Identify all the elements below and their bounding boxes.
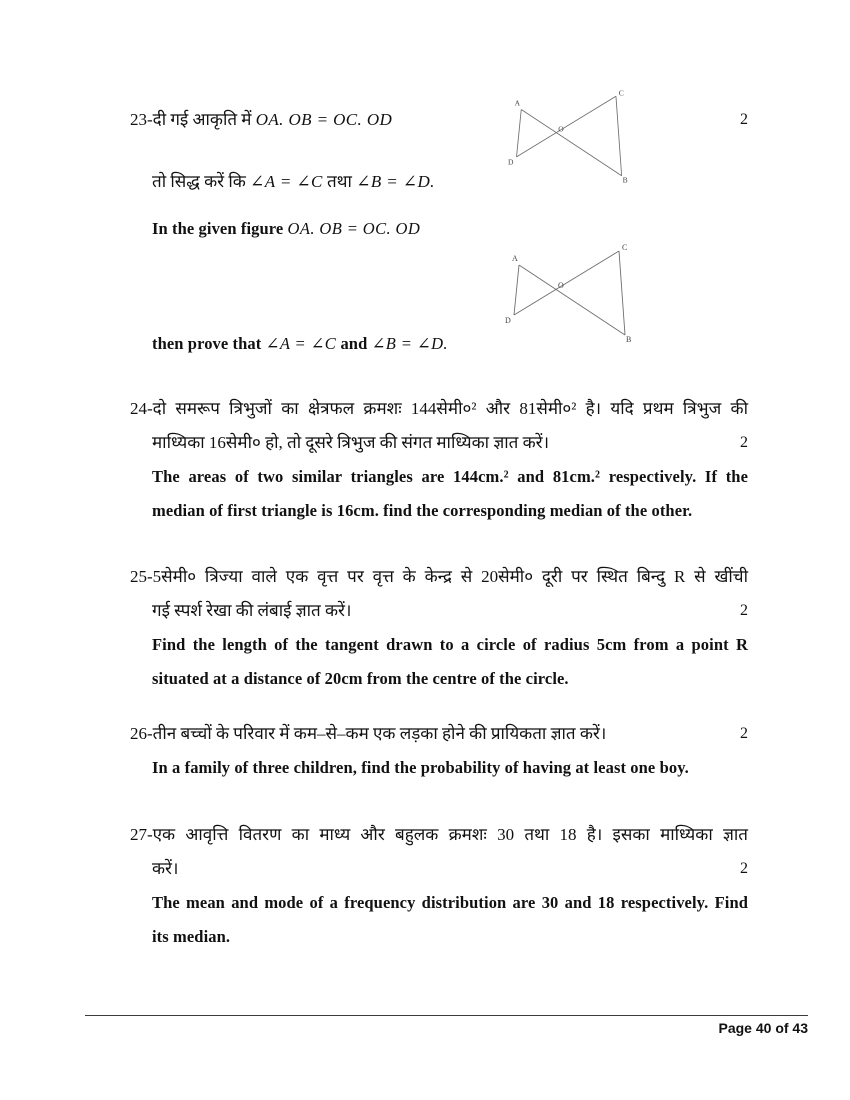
q25-english-line1: Find the length of the tangent drawn to a circle of radius 5cm from a point R bbox=[152, 635, 748, 654]
figure2-label-c: C bbox=[622, 243, 628, 252]
figure1-label-a: A bbox=[514, 98, 521, 108]
q23-prove-hindi-mid: तथा bbox=[322, 172, 357, 191]
q23-prove-english bbox=[130, 327, 748, 361]
question-26 bbox=[130, 717, 748, 785]
q23-stem-hindi bbox=[130, 103, 748, 137]
q24-hindi-line1: 24-दो समरूप त्रिभुजों का क्षेत्रफल क्रमशः 144सेमी०² और 81सेमी०² है। यदि प्रथम त्रिभुज की bbox=[130, 399, 748, 418]
q24-english-line1: The areas of two similar triangles are 144cm.² and 81cm.² respectively. If the bbox=[152, 467, 748, 486]
q23-stem-hindi-text: 23-दी गई आकृति में bbox=[130, 110, 256, 129]
geometry-figure-1 bbox=[508, 87, 633, 185]
footer-divider bbox=[85, 1015, 808, 1016]
q27-hindi-line2 bbox=[130, 852, 748, 886]
q23-stem-math: OA. OB = OC. OD bbox=[255, 110, 393, 129]
q23-prove-english-text: then prove that bbox=[152, 334, 266, 353]
q27-english-line2: its median. bbox=[152, 927, 231, 946]
q23-stem-english-text: In the given figure bbox=[152, 219, 288, 238]
q25-marks: 2 bbox=[740, 602, 748, 619]
q26-english-line1: In a family of three children, find the probability of having at least one boy. bbox=[152, 758, 689, 777]
q23-stem-english-math: OA. OB = OC. OD bbox=[287, 219, 421, 238]
question-23 bbox=[130, 88, 748, 361]
figure1-label-b: B bbox=[622, 175, 628, 185]
q24-hindi-line2 bbox=[130, 426, 748, 460]
figure2-label-d: D bbox=[505, 316, 511, 325]
figure1-label-o: O bbox=[558, 124, 564, 134]
q26-hindi-line1-text: 26-तीन बच्चों के परिवार में कम–से–कम एक लड़का होने की प्रायिकता ज्ञात करें। bbox=[130, 724, 607, 743]
q23-stem-english bbox=[130, 212, 748, 246]
figure1-label-c: C bbox=[618, 88, 624, 98]
q23-prove-english-mid: and bbox=[336, 334, 372, 353]
q25-english-line2: situated at a distance of 20cm from the centre of the circle. bbox=[152, 669, 569, 688]
q27-english-line1: The mean and mode of a frequency distribution are 30 and 18 respectively. Find bbox=[152, 893, 748, 912]
q24-hindi-line2-text: माध्यिका 16सेमी० हो, तो दूसरे त्रिभुज की संगत माध्यिका ज्ञात करें। bbox=[152, 433, 550, 452]
figure2-label-o: O bbox=[558, 281, 564, 290]
page-content bbox=[130, 88, 748, 954]
question-27 bbox=[130, 818, 748, 954]
q27-hindi-line2-text: करें। bbox=[152, 859, 179, 878]
page-number: Page 40 of 43 bbox=[718, 1020, 808, 1036]
q25-hindi-line1: 25-5सेमी० त्रिज्या वाले एक वृत्त पर वृत्त के केन्द्र से 20सेमी० दूरी पर स्थित बिन्दु R से खींची bbox=[130, 567, 748, 586]
q23-prove-english-math1: ∠A = ∠C bbox=[265, 334, 337, 353]
q23-prove-english-math2: ∠B = ∠D. bbox=[371, 334, 448, 353]
geometry-figure-2 bbox=[505, 243, 637, 343]
q23-prove-hindi-math2: ∠B = ∠D. bbox=[356, 172, 435, 191]
q27-hindi-line1: 27-एक आवृत्ति वितरण का माध्य और बहुलक क्रमशः 30 तथा 18 है। इसका माध्यिका ज्ञात bbox=[130, 825, 748, 844]
q23-prove-hindi-math1: ∠A = ∠C bbox=[250, 172, 323, 191]
q26-hindi-line1 bbox=[130, 717, 748, 751]
q27-marks: 2 bbox=[740, 860, 748, 877]
figure1-label-d: D bbox=[508, 157, 514, 167]
q24-english-line2: median of first triangle is 16cm. find the corresponding median of the other. bbox=[152, 501, 693, 520]
q24-marks: 2 bbox=[740, 434, 748, 451]
q25-hindi-line2 bbox=[130, 594, 748, 628]
question-24 bbox=[130, 392, 748, 528]
figure2-label-b: B bbox=[626, 335, 632, 344]
q23-prove-hindi bbox=[130, 165, 748, 199]
q23-marks: 2 bbox=[740, 111, 748, 128]
q23-prove-hindi-text: तो सिद्ध करें कि bbox=[152, 172, 251, 191]
q26-marks: 2 bbox=[740, 725, 748, 742]
question-25 bbox=[130, 560, 748, 696]
q25-hindi-line2-text: गई स्पर्श रेखा की लंबाई ज्ञात करें। bbox=[152, 601, 352, 620]
figure2-label-a: A bbox=[512, 254, 518, 263]
